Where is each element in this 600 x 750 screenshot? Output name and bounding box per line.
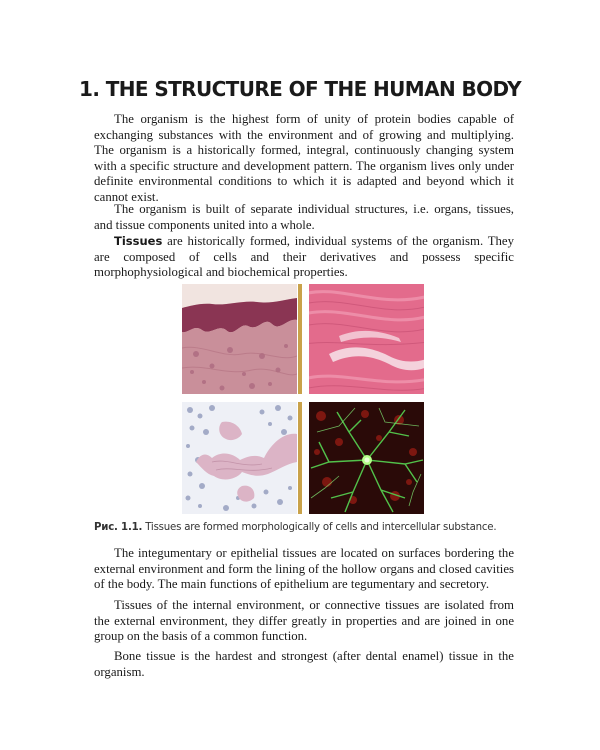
paragraph-bone: Bone tissue is the hardest and strongest (after dental enamel) tissue in the organism. bbox=[94, 649, 514, 679]
page-title: 1. THE STRUCTURE OF THE HUMAN BODY bbox=[79, 77, 521, 101]
term-tissues: Tissues bbox=[114, 234, 163, 248]
paragraph-tissues bbox=[94, 234, 514, 281]
gold-divider-line bbox=[298, 284, 302, 394]
paragraph-organism: The organism is the highest form of unity of protein bodies capable of exchanging substances with the environment and of growing and multiplying. The organism is a historically formed, integral, continuously changing system with a specific structure and development pattern. The organism lives only under definite environmental conditions to which it is adapted and beyond which it cannot exist. bbox=[94, 112, 514, 204]
nerve-tissue-micrograph bbox=[309, 402, 424, 514]
paragraph-epithelial: The integumentary or epithelial tissues are located on surfaces bordering the external environment and form the lining of the hollow organs and closed cavities of the body. The main functions of epithelium are tegumentary and secretory. bbox=[94, 546, 514, 592]
bone-tissue-micrograph bbox=[182, 402, 297, 514]
epithelial-tissue-micrograph bbox=[182, 284, 297, 394]
gold-divider-line bbox=[298, 402, 302, 514]
figure-caption-label: Рис. 1.1. bbox=[94, 522, 143, 533]
tissue-figure bbox=[182, 284, 424, 514]
paragraph-connective: Tissues of the internal environment, or connective tissues are isolated from the external environment, they differ greatly in properties and are joined in one group on the basis of a common function. bbox=[94, 598, 514, 644]
figure-caption-text: Tissues are formed morphologically of cells and intercellular substance. bbox=[142, 522, 497, 533]
figure-caption bbox=[94, 522, 514, 533]
paragraph-structures: The organism is built of separate individual structures, i.e. organs, tissues, and tissue components united into a whole. bbox=[94, 202, 514, 232]
muscle-tissue-micrograph bbox=[309, 284, 424, 394]
paragraph-tissues-text: are historically formed, individual systems of the organism. They are composed of cells and their derivatives and possess specific morphophysiological and biochemical properties. bbox=[94, 234, 514, 280]
